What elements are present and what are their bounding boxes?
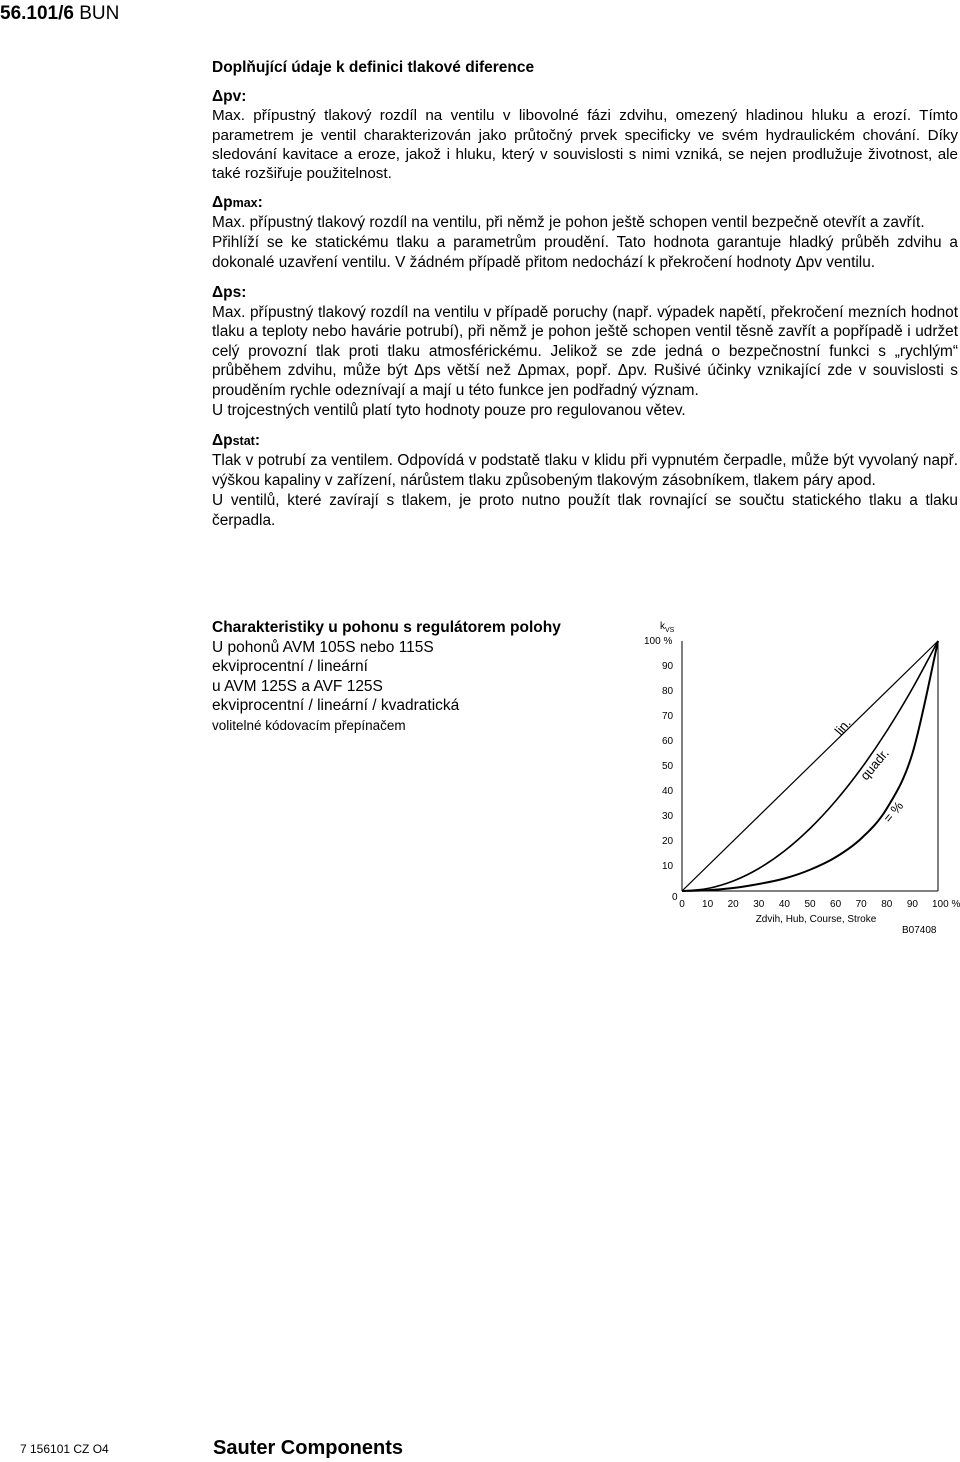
- footer-brand: Sauter Components: [213, 1437, 404, 1459]
- symbol-pstat-colon: :: [254, 431, 261, 449]
- text-ps-2: U trojcestných ventilů platí tyto hodnoty pouze pro regulovanou větev.: [212, 401, 686, 419]
- series-line-1: [682, 641, 938, 891]
- text-pmax-1: Max. přípustný tlakový rozdíl na ventilu, při němž je pohon ještě schopen ventil bezpečně otevřít a zavřít.: [212, 214, 925, 232]
- characteristics-line-2: ekviprocentní / lineární: [212, 658, 368, 675]
- valve-characteristic-chart: [620, 612, 960, 942]
- symbol-pmax-sub: max: [232, 196, 258, 211]
- symbol-pmax: [212, 193, 958, 213]
- x-tick-label: 10: [702, 899, 714, 910]
- x-tick-label: 100 %: [932, 899, 960, 910]
- x-tick-label: 70: [855, 899, 867, 910]
- y-tick-label: 40: [662, 786, 674, 797]
- doc-number: 56.101/6: [0, 3, 74, 24]
- y-tick-label: 30: [662, 811, 674, 822]
- x-tick-label: 20: [727, 899, 739, 910]
- y-tick-label: 0: [672, 892, 678, 903]
- characteristics-line-4: ekviprocentní / lineární / kvadratická: [212, 697, 460, 714]
- series-label-3: = %: [880, 798, 907, 826]
- x-tick-label: 50: [804, 899, 816, 910]
- document-number: [0, 3, 119, 25]
- symbol-pstat-main: Δp: [212, 431, 233, 449]
- y-tick-label: 60: [662, 736, 674, 747]
- symbol-pmax-colon: :: [257, 194, 263, 212]
- y-tick-label: 50: [662, 761, 674, 772]
- actuator-characteristics: [212, 618, 612, 735]
- characteristics-title: Charakteristiky u pohonu s regulátorem polohy: [212, 619, 561, 636]
- definitions-block: [212, 58, 958, 531]
- x-tick-label: 30: [753, 899, 765, 910]
- text-pv: Max. přípustný tlakový rozdíl na ventilu v libovolné fázi zdvihu, omezený hladinou hluku a erozí. Tímto parametrem je ventil charakterizován jako průtočný prvek specificky ve svém hydraulickém chování. Díky sledování kavitace a eroze, jakož i hluku, který v souvislosti s nimi vzniká, se nejen prodlužuje životnost, ale také rozšiřuje použitelnost.: [212, 107, 958, 183]
- characteristics-line-1: U pohonů AVM 105S nebo 115S: [212, 638, 434, 656]
- footer-code: 7 156101 CZ O4: [20, 1442, 109, 1456]
- y-axis-title: $k_{VS}$: [660, 621, 675, 634]
- text-ps-1: Max. přípustný tlakový rozdíl na ventilu v případě poruchy (např. výpadek napětí, překročení mezních hodnot tlaku a teploty nebo havárie potrubí), při němž je pohon ještě schopen ventil těsně zavřít a popřípadě i udržet celý provozní tlak proti tlaku atmosférickému. Jelikož se zde jedná o bezpečnostní funkci s „rychlým“ průběhem zdvihu, může být Δps větší než Δpmax, popř. Δpv. Rušivé účinky vznikající zde v souvislosti s prouděním rychle odeznívají a mají u této funkce jen podřadný význam.: [212, 303, 958, 399]
- y-tick-label: 90: [662, 661, 674, 672]
- symbol-ps: Δps:: [212, 284, 247, 302]
- symbol-pmax-main: Δp: [212, 194, 233, 212]
- y-tick-label: 70: [662, 711, 674, 722]
- x-tick-label: 90: [906, 899, 918, 910]
- x-tick-label: 40: [778, 899, 790, 910]
- y-tick-label: 100 %: [644, 636, 673, 647]
- section-title: Doplňující údaje k definici tlakové diference: [212, 59, 535, 76]
- symbol-pv: Δpv:: [212, 88, 247, 106]
- characteristics-line-3: u AVM 125S a AVF 125S: [212, 677, 383, 695]
- characteristics-line-5: volitelné kódovacím přepínačem: [212, 717, 406, 733]
- symbol-pstat: [212, 431, 958, 451]
- text-pstat-1: Tlak v potrubí za ventilem. Odpovídá v podstatě tlaku v klidu při vypnutém čerpadle, může být vyvolaný např. výškou kapaliny v zařízení, nárůstem tlaku způsobeným tlakovým zásobníkem, tlakem páry apod.: [212, 451, 958, 489]
- series-label-1: lin.: [831, 715, 854, 738]
- series-label-2: quadr.: [857, 745, 892, 783]
- x-tick-label: 0: [679, 899, 685, 910]
- figure-code: B07408: [902, 925, 937, 936]
- x-tick-label: 80: [881, 899, 893, 910]
- y-tick-label: 80: [662, 686, 674, 697]
- x-tick-label: 60: [830, 899, 842, 910]
- y-tick-label: 10: [662, 861, 674, 872]
- x-axis-title: Zdvih, Hub, Course, Stroke: [755, 914, 877, 925]
- y-tick-label: 20: [662, 836, 674, 847]
- text-pmax-2: Přihlíží se ke statickému tlaku a parametrům proudění. Tato hodnota garantuje hladký průběh zdvihu a dokonalé uzavření ventilu. V žádném případě přitom nedochází k překročení hodnoty Δpv ventilu.: [212, 234, 958, 272]
- doc-language: BUN: [79, 3, 120, 24]
- text-pstat-2: U ventilů, které zavírají s tlakem, je proto nutno použít tlak rovnající se součtu statického tlaku a tlaku čerpadla.: [212, 491, 958, 529]
- symbol-pstat-sub: stat: [232, 433, 255, 448]
